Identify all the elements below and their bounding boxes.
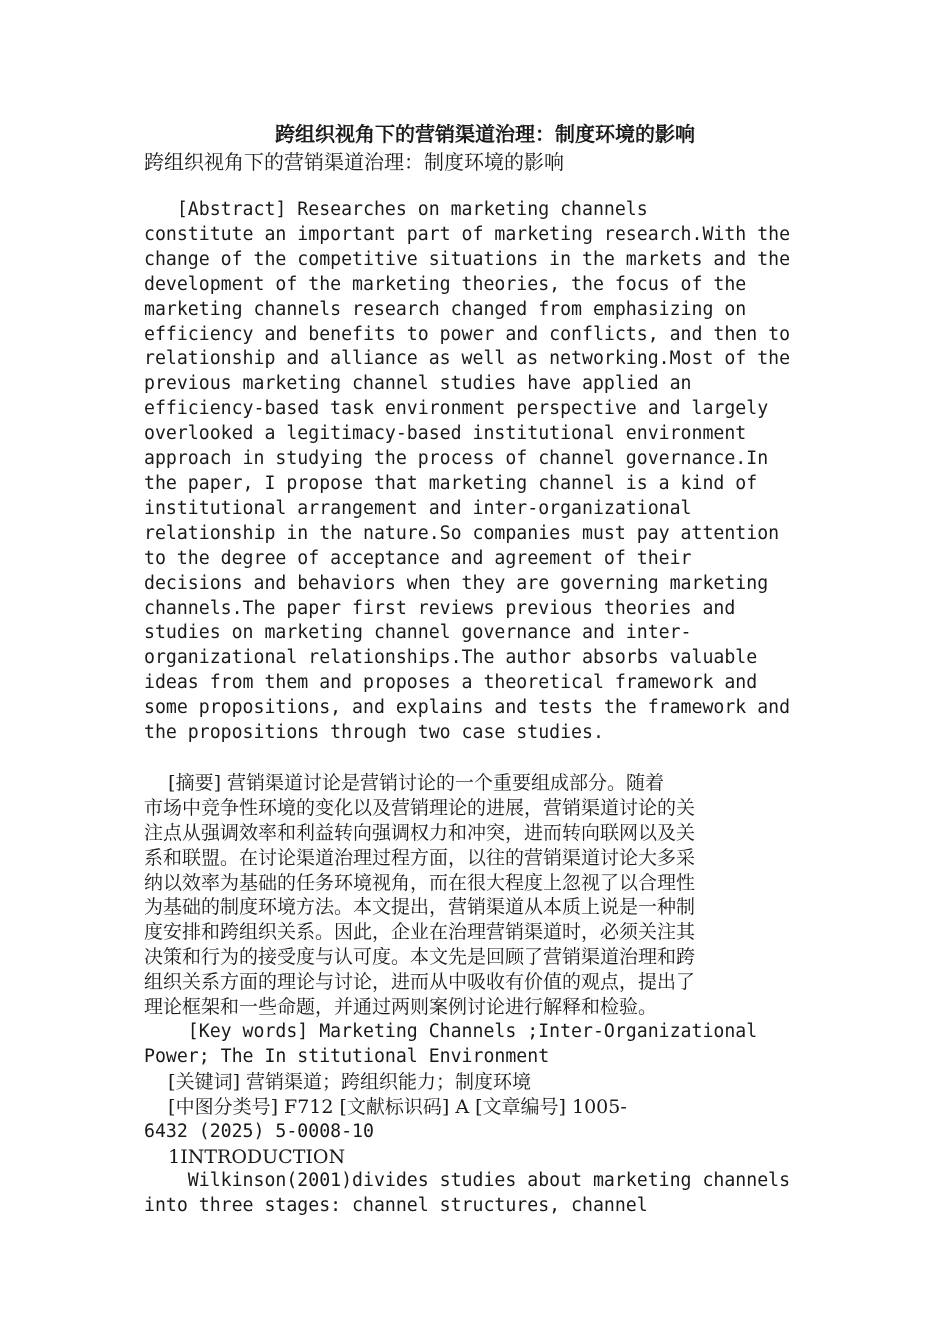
abstract-en-line: studies on marketing channel governance and inter-	[144, 622, 692, 644]
abstract-zh-line: 理论框架和一些命题，并通过两则案例讨论进行解释和检验。	[144, 996, 658, 1019]
abstract-en-line: decisions and behaviors when they are governing marketing	[144, 572, 769, 594]
abstract-en-line: the propositions through two case studies.	[144, 722, 604, 744]
abstract-zh-line: 系和联盟。在讨论渠道治理过程方面，以往的营销渠道讨论大多采	[144, 846, 696, 869]
abstract-en-line: marketing channels research changed from emphasizing on	[144, 298, 747, 320]
abstract-en-line: to the degree of acceptance and agreement of their	[144, 547, 692, 569]
classification-info	[144, 1095, 808, 1145]
abstract-zh-line: 纳以效率为基础的任务环境视角，而在很大程度上忽视了以合理性	[144, 871, 696, 894]
abstract-en-line: the paper, I propose that marketing channel is a kind of	[144, 472, 758, 494]
abstract-en-line: some propositions, and explains and tests the framework and	[144, 697, 791, 719]
abstract-en-line: [Abstract] Researches on marketing channels	[144, 199, 648, 220]
section-heading: 1INTRODUCTION	[144, 1145, 346, 1168]
intro-line: into three stages: channel structures, channel	[144, 1195, 648, 1217]
abstract-en-line: overlooked a legitimacy-based institutional environment	[144, 423, 747, 445]
abstract-en-line: efficiency and benefits to power and conflicts, and then to	[144, 323, 791, 345]
keywords-en-line: Power; The In stitutional Environment	[144, 1045, 550, 1067]
abstract-chinese	[144, 771, 808, 1020]
abstract-en-line: constitute an important part of marketing research.With the	[144, 223, 791, 245]
classification-line: [中图分类号] F712 [文献标识码] A [文章编号] 1005-	[144, 1095, 627, 1118]
abstract-zh-line: [摘要] 营销渠道讨论是营销讨论的一个重要组成部分。随着	[144, 771, 665, 794]
keywords-en-line: [Key words] Marketing Channels ;Inter-Organizational	[144, 1021, 758, 1042]
abstract-en-line: organizational relationships.The author absorbs valuable	[144, 647, 758, 669]
abstract-en-line: efficiency-based task environment perspective and largely	[144, 398, 769, 420]
document-subtitle: 跨组织视角下的营销渠道治理：制度环境的影响	[144, 150, 564, 174]
abstract-zh-line: 度安排和跨组织关系。因此，企业在治理营销渠道时，必须关注其	[144, 921, 696, 944]
abstract-en-line: ideas from them and proposes a theoretical framework and	[144, 672, 758, 694]
keywords-english	[144, 1020, 808, 1070]
abstract-zh-line: 注点从强调效率和利益转向强调权力和冲突，进而转向联网以及关	[144, 821, 696, 844]
abstract-en-line: previous marketing channel studies have applied an	[144, 373, 692, 395]
abstract-zh-line: 为基础的制度环境方法。本文提出，营销渠道从本质上说是一种制	[144, 896, 696, 919]
classification-line: 6432 (2025) 5-0008-10	[144, 1120, 374, 1142]
abstract-zh-line: 决策和行为的接受度与认可度。本文先是回顾了营销渠道治理和跨	[144, 946, 696, 969]
abstract-en-line: approach in studying the process of channel governance.In	[144, 448, 769, 470]
intro-line: Wilkinson(2001)divides studies about marketing channels	[144, 1170, 791, 1192]
abstract-en-line: institutional arrangement and inter-organizational	[144, 497, 692, 519]
abstract-en-line: relationship and alliance as well as networking.Most of the	[144, 348, 791, 370]
document-title: 跨组织视角下的营销渠道治理：制度环境的影响	[275, 122, 695, 146]
abstract-en-line: change of the competitive situations in the markets and the	[144, 248, 791, 270]
abstract-en-line: channels.The paper first reviews previous theories and	[144, 597, 736, 619]
introduction-text	[144, 1169, 808, 1219]
abstract-zh-line: 组织关系方面的理论与讨论，进而从中吸收有价值的观点，提出了	[144, 971, 696, 994]
abstract-english	[144, 198, 808, 746]
abstract-en-line: relationship in the nature.So companies must pay attention	[144, 522, 780, 544]
document-page	[144, 120, 808, 1219]
abstract-zh-line: 市场中竞争性环境的变化以及营销理论的进展，营销渠道讨论的关	[144, 796, 696, 819]
abstract-en-line: development of the marketing theories, the focus of the	[144, 273, 747, 295]
keywords-chinese: [关键词] 营销渠道；跨组织能力；制度环境	[144, 1070, 532, 1093]
